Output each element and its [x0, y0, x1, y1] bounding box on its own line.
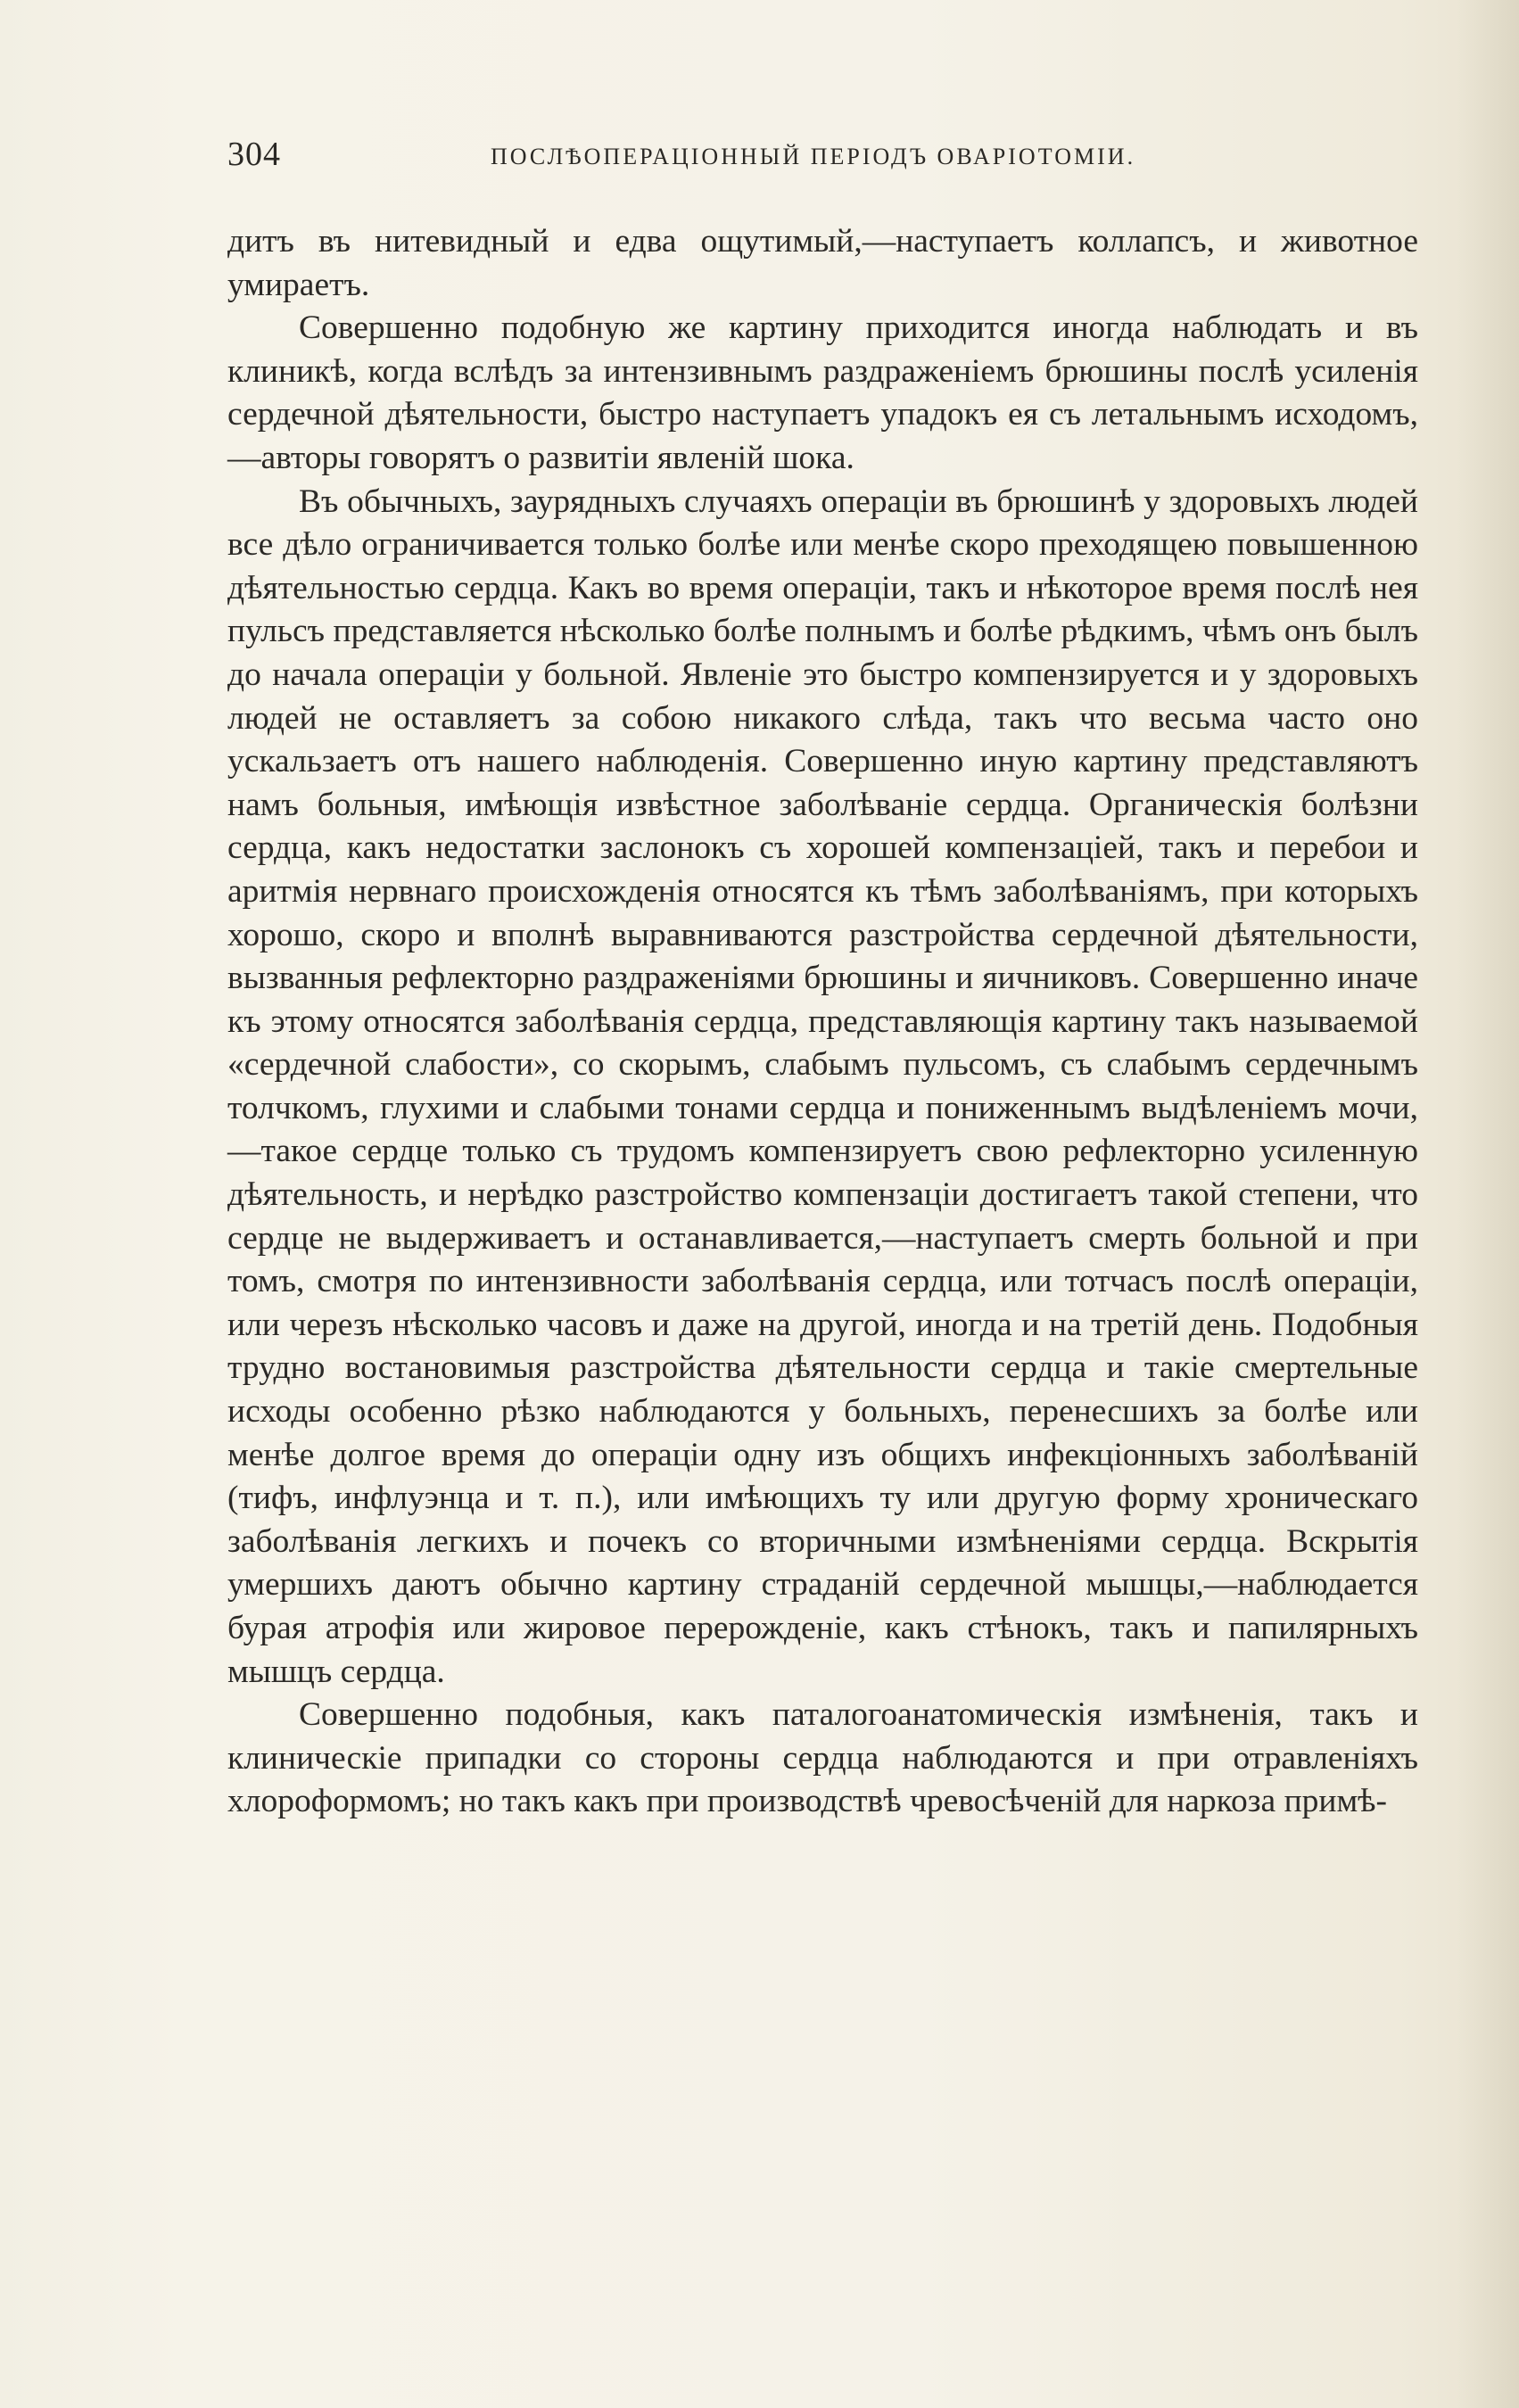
- paragraph: Совершенно подобныя, какъ паталогоанатомическія измѣненія, такъ и клиническіе припадки со стороны сердца наблюдаются и при отравленіяхъ хлороформомъ; но такъ какъ при производствѣ чревосѣченій для наркоза примѣ-: [227, 1696, 1418, 1820]
- paragraph-continuation: дитъ въ нитевидный и едва ощутимый,—наступаетъ коллапсъ, и животное умираетъ.: [227, 223, 1418, 303]
- running-title: ПОСЛѢОПЕРАЦІОННЫЙ ПЕРІОДЪ ОВАРІОТОМІИ.: [491, 144, 1136, 169]
- page-number: 304: [227, 136, 281, 173]
- body-text: [227, 220, 1418, 1824]
- paragraph: Въ обычныхъ, заурядныхъ случаяхъ операціи въ брюшинѣ у здоровыхъ людей все дѣло ограничивается только болѣе или менѣе скоро преходящею повышенною дѣятельностью сердца. Какъ во время операціи, такъ и нѣкоторое время послѣ нея пульсъ представляется нѣсколько болѣе полнымъ и болѣе рѣдкимъ, чѣмъ онъ былъ до начала операціи у больной. Явленіе это быстро компензируется и у здоровыхъ людей не оставляетъ за собою никакого слѣда, такъ что весьма часто оно ускальзаетъ отъ нашего наблюденія. Совершенно иную картину представляютъ намъ больныя, имѣющія извѣстное заболѣваніе сердца. Органическія болѣзни сердца, какъ недостатки заслонокъ съ хорошей компензаціей, такъ и перебои и аритмія нервнаго происхожденія относятся къ тѣмъ заболѣваніямъ, при которыхъ хорошо, скоро и вполнѣ выравниваются разстройства сердечной дѣятельности, вызванныя рефлекторно раздраженіями брюшины и яичниковъ. Совершенно иначе къ этому относятся заболѣванія сердца, представляющія картину такъ называемой «сердечной слабости», со скорымъ, слабымъ пульсомъ, съ слабымъ сердечнымъ толчкомъ, глухими и слабыми тонами сердца и пониженнымъ выдѣленіемъ мочи,—такое сердце только съ трудомъ компензируетъ свою рефлекторно усиленную дѣятельность, и нерѣдко разстройство компензаціи достигаетъ такой степени, что сердце не выдерживаетъ и останавливается,—наступаетъ смерть больной и при томъ, смотря по интензивности заболѣванія сердца, или тотчасъ послѣ операціи, или черезъ нѣсколько часовъ и даже на другой, иногда и на третій день. Подобныя трудно востановимыя разстройства дѣятельности сердца и такіе смертельные исходы особенно рѣзко наблюдаются у больныхъ, перенесшихъ за болѣе или менѣе долгое время до операціи одну изъ общихъ инфекціонныхъ заболѣваній (тифъ, инфлуэнца и т. п.), или имѣющихъ ту или другую форму хроническаго заболѣванія легкихъ и почекъ со вторичными измѣненіями сердца. Вскрытія умершихъ даютъ обычно картину страданій сердечной мышцы,—наблюдается бурая атрофія или жировое перерожденіе, какъ стѣнокъ, такъ и папилярныхъ мышцъ сердца.: [227, 482, 1418, 1690]
- paragraph: Совершенно подобную же картину приходится иногда наблюдать и въ клиникѣ, когда вслѣдъ за интензивнымъ раздраженіемъ брюшины послѣ усиленія сердечной дѣятельности, быстро наступаетъ упадокъ ея съ летальнымъ исходомъ,—авторы говорятъ о развитіи явленій шока.: [227, 309, 1418, 476]
- page-edge-shadow: [1457, 0, 1519, 2408]
- running-head: [227, 132, 1418, 177]
